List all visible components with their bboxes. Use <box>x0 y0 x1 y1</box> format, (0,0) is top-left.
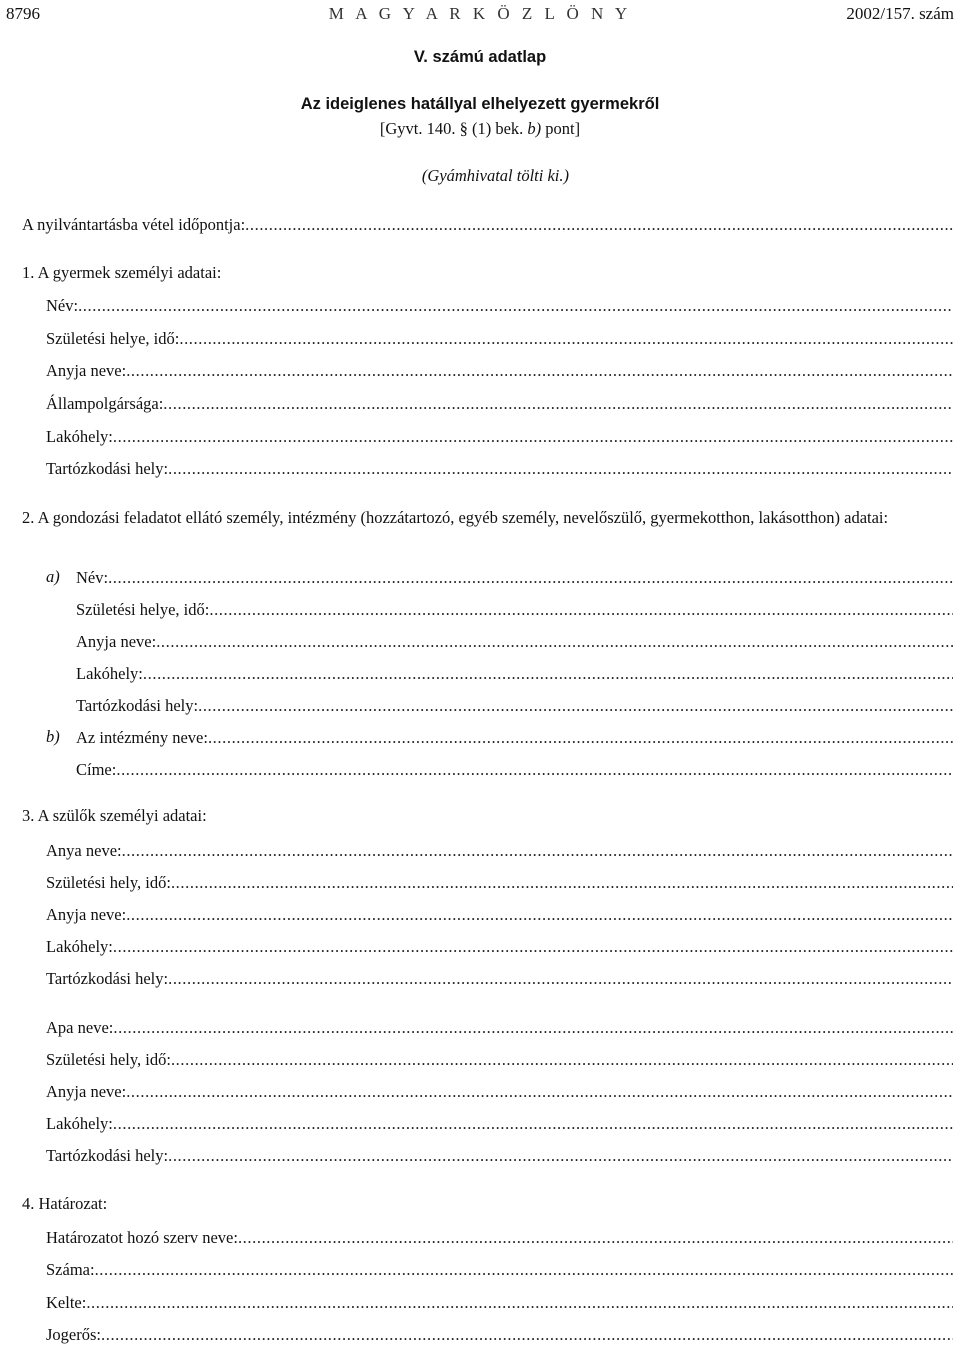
journal-name: M A G Y A R K Ö Z L Ö N Y <box>328 4 632 23</box>
legal-reference: [Gyvt. 140. § (1) bek. b) pont] <box>379 119 581 138</box>
form-subtitle: Az ideiglenes hatállyal elhelyezett gyermekről <box>300 95 660 113</box>
page-header <box>6 4 954 28</box>
issue-number: 2002/157. szám <box>846 4 954 23</box>
mother-name-field[interactable]: Anya neve: ..... <box>46 840 953 862</box>
carer-mother-name-field[interactable]: Anyja neve: ..... <box>76 631 953 653</box>
institution-address-field[interactable]: Címe: ..... <box>76 759 953 781</box>
carer-name-field[interactable]: Név: ..... <box>76 567 953 589</box>
child-residence-field[interactable]: Lakóhely: ..... <box>46 426 953 448</box>
child-mother-name-field[interactable]: Anyja neve: ..... <box>46 360 953 382</box>
father-mother-name-field[interactable]: Anyja neve: ..... <box>46 1081 953 1103</box>
section2-heading: 2. A gondozási feladatot ellátó személy, intézmény (hozzátartozó, egyéb személy, nevelőszülő, gyermekotthon, lakásotthon) adatai: <box>22 508 889 527</box>
child-citizenship-field[interactable]: Állampolgársága: ..... <box>46 393 953 415</box>
section3-heading: 3. A szülők személyi adatai: <box>22 806 207 825</box>
decision-date-field[interactable]: Kelte: ..... <box>46 1292 953 1314</box>
page-number: 8796 <box>6 4 40 23</box>
father-name-field[interactable]: Apa neve: ..... <box>46 1017 953 1039</box>
father-residence-field[interactable]: Lakóhely: ..... <box>46 1113 953 1135</box>
institution-name-field[interactable]: Az intézmény neve: ..... <box>76 727 953 749</box>
child-stay-field[interactable]: Tartózkodási hely: ..... <box>46 458 953 480</box>
carer-residence-field[interactable]: Lakóhely: ..... <box>76 663 953 685</box>
form-title: V. számú adatlap <box>413 48 547 66</box>
father-stay-field[interactable]: Tartózkodási hely: ..... <box>46 1145 953 1167</box>
section4-heading: 4. Határozat: <box>22 1194 108 1213</box>
decision-final-field[interactable]: Jogerős: ..... <box>46 1324 953 1346</box>
mother-stay-field[interactable]: Tartózkodási hely: ..... <box>46 968 953 990</box>
section2-b-letter: b) <box>46 727 60 746</box>
father-birth-field[interactable]: Születési hely, idő: ..... <box>46 1049 953 1071</box>
registration-date-field[interactable]: A nyilvántartásba vétel időpontja: ..... <box>22 214 953 236</box>
section2-a-letter: a) <box>46 567 60 586</box>
mother-mother-name-field[interactable]: Anyja neve: ..... <box>46 904 953 926</box>
mother-birth-field[interactable]: Születési hely, idő: ..... <box>46 872 953 894</box>
decision-authority-field[interactable]: Határozatot hozó szerv neve: ..... <box>46 1227 953 1249</box>
child-name-field[interactable]: Név: ..... <box>46 295 953 317</box>
child-birth-field[interactable]: Születési helye, idő: ..... <box>46 328 953 350</box>
carer-birth-field[interactable]: Születési helye, idő: ..... <box>76 599 953 621</box>
carer-stay-field[interactable]: Tartózkodási hely: ..... <box>76 695 953 717</box>
mother-residence-field[interactable]: Lakóhely: ..... <box>46 936 953 958</box>
fill-in-note: (Gyámhivatal tölti ki.) <box>421 166 569 185</box>
section1-heading: 1. A gyermek személyi adatai: <box>22 263 222 282</box>
decision-number-field[interactable]: Száma: ..... <box>46 1259 953 1281</box>
